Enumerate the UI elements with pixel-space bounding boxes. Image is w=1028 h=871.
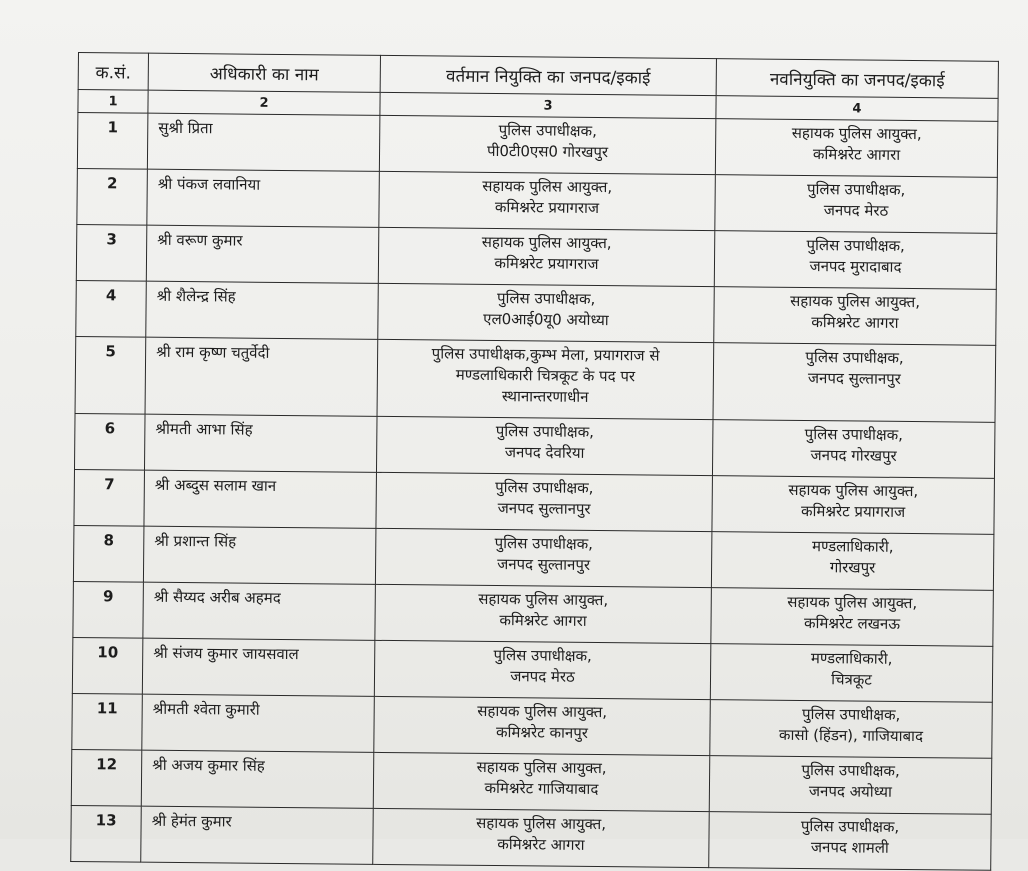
table-row bbox=[73, 525, 993, 590]
new-posting-line: जनपद गोरखपुर bbox=[810, 446, 897, 465]
new-posting-line: सहायक पुलिस आयुक्त, bbox=[790, 291, 921, 312]
table-row bbox=[77, 113, 997, 178]
officer-name-cell: श्री सैय्यद अरीब अहमद bbox=[143, 582, 376, 640]
new-posting-cell bbox=[709, 756, 992, 815]
new-posting-cell bbox=[715, 175, 998, 234]
table-row bbox=[72, 637, 992, 702]
current-posting-line: जनपद सुल्तानपुर bbox=[497, 499, 591, 518]
current-posting-cell bbox=[378, 283, 715, 342]
new-posting-line: कासो (हिंडन), गाजियाबाद bbox=[778, 725, 924, 746]
new-posting-line: मण्डलाधिकारी, bbox=[810, 649, 893, 668]
table-row bbox=[76, 280, 996, 345]
current-posting-cell bbox=[375, 584, 712, 643]
current-posting-line: सहायक पुलिस आयुक्त, bbox=[477, 701, 608, 722]
new-posting-cell bbox=[711, 588, 994, 647]
officer-name-cell: श्री वरूण कुमार bbox=[146, 225, 379, 283]
new-posting-line: कमिश्नरेट प्रयागराज bbox=[800, 501, 906, 521]
new-posting-line: पुलिस उपाधीक्षक, bbox=[804, 424, 904, 444]
current-posting-line: पुलिस उपाधीक्षक,कुम्भ मेला, प्रयागराज से bbox=[431, 344, 660, 365]
current-posting-line: पुलिस उपाधीक्षक, bbox=[495, 422, 595, 441]
current-posting-cell bbox=[379, 115, 716, 174]
current-posting-cell bbox=[376, 416, 713, 475]
officer-name-cell: श्री अजय कुमार सिंह bbox=[141, 750, 374, 808]
new-posting-line: गोरखपुर bbox=[829, 558, 876, 577]
officer-name-cell: श्री प्रशान्त सिंह bbox=[143, 526, 376, 584]
header-new-posting: नवनियुक्ति का जनपद/इकाई bbox=[716, 59, 998, 99]
current-posting-line: पी0टी0एस0 गोरखपुर bbox=[486, 141, 609, 162]
new-posting-line: पुलिस उपाधीक्षक, bbox=[806, 236, 905, 255]
current-posting-line: पुलिस उपाधीक्षक, bbox=[493, 646, 592, 665]
current-posting-line: कमिश्नरेट आगरा bbox=[497, 835, 585, 854]
serial-number-cell: 9 bbox=[73, 581, 144, 638]
new-posting-line: सहायक पुलिस आयुक्त, bbox=[788, 480, 919, 501]
current-posting-line: सहायक पुलिस आयुक्त, bbox=[481, 232, 612, 253]
current-posting-cell bbox=[374, 696, 711, 755]
serial-number-cell: 13 bbox=[71, 805, 142, 862]
new-posting-line: कमिश्नरेट आगरा bbox=[811, 313, 899, 332]
current-posting-line: सहायक पुलिस आयुक्त, bbox=[478, 589, 609, 610]
officer-name-cell: श्रीमती श्वेता कुमारी bbox=[142, 694, 375, 752]
current-posting-line: सहायक पुलिस आयुक्त, bbox=[476, 757, 607, 778]
new-posting-cell bbox=[714, 231, 997, 290]
new-posting-line: सहायक पुलिस आयुक्त, bbox=[787, 592, 918, 613]
officer-name-cell: श्री शैलेन्द्र सिंह bbox=[146, 281, 379, 339]
new-posting-cell bbox=[712, 420, 995, 479]
new-posting-line: कमिश्नरेट लखनऊ bbox=[803, 613, 901, 633]
serial-number-cell: 4 bbox=[76, 280, 147, 337]
officer-name-cell: श्री संजय कुमार जायसवाल bbox=[142, 638, 375, 696]
new-posting-line: चित्रकूट bbox=[831, 670, 872, 689]
officer-name-cell: श्री पंकज लवानिया bbox=[147, 169, 380, 227]
current-posting-cell bbox=[378, 227, 715, 286]
new-posting-line: जनपद मुरादाबाद bbox=[809, 257, 902, 276]
new-posting-cell bbox=[710, 644, 993, 703]
table-row bbox=[73, 581, 993, 646]
new-posting-line: पुलिस उपाधीक्षक, bbox=[806, 180, 906, 199]
column-number: 3 bbox=[380, 92, 716, 118]
current-posting-line: एल0आई0यू0 अयोध्या bbox=[483, 309, 609, 330]
new-posting-line: पुलिस उपाधीक्षक, bbox=[801, 704, 901, 724]
current-posting-line: कमिश्नरेट प्रयागराज bbox=[494, 198, 600, 218]
serial-number-cell: 11 bbox=[72, 693, 143, 750]
current-posting-line: मण्डलाधिकारी चित्रकूट के पद पर bbox=[455, 365, 636, 386]
new-posting-line: पुलिस उपाधीक्षक, bbox=[800, 816, 900, 836]
officer-name-cell: सुश्री प्रिता bbox=[147, 113, 380, 171]
table-row bbox=[71, 805, 991, 870]
current-posting-line: पुलिस उपाधीक्षक, bbox=[498, 121, 597, 140]
new-posting-line: कमिश्नरेट आगरा bbox=[812, 145, 901, 164]
new-posting-line: जनपद अयोध्या bbox=[808, 782, 893, 801]
current-posting-line: कमिश्नरेट प्रयागराज bbox=[494, 254, 599, 274]
serial-number-cell: 7 bbox=[74, 469, 145, 526]
current-posting-cell bbox=[375, 528, 712, 587]
new-posting-line: पुलिस उपाधीक्षक, bbox=[801, 760, 900, 780]
current-posting-line: कमिश्नरेट गाजियाबाद bbox=[484, 778, 599, 799]
new-posting-line: सहायक पुलिस आयुक्त, bbox=[791, 123, 922, 144]
serial-number-cell: 10 bbox=[72, 637, 143, 694]
new-posting-cell bbox=[710, 700, 993, 759]
table-row bbox=[71, 749, 991, 814]
current-posting-line: पुलिस उपाधीक्षक, bbox=[494, 534, 594, 553]
column-number: 4 bbox=[716, 96, 998, 122]
new-posting-cell bbox=[714, 287, 997, 346]
table-row bbox=[77, 168, 997, 233]
current-posting-line: स्थानान्तरणाधीन bbox=[501, 387, 589, 406]
officer-name-cell: श्री अब्दुस सलाम खान bbox=[144, 470, 377, 528]
table-row bbox=[74, 413, 994, 478]
current-posting-cell bbox=[374, 640, 711, 699]
current-posting-line: सहायक पुलिस आयुक्त, bbox=[482, 176, 613, 197]
current-posting-line: पुलिस उपाधीक्षक, bbox=[495, 478, 594, 497]
current-posting-cell bbox=[376, 472, 713, 531]
transfer-table bbox=[70, 52, 999, 871]
serial-number-cell: 2 bbox=[77, 168, 148, 225]
serial-number-cell: 3 bbox=[76, 224, 147, 281]
table-row bbox=[74, 469, 994, 534]
table-body bbox=[71, 113, 998, 871]
column-number: 1 bbox=[78, 90, 148, 114]
table-row bbox=[75, 336, 996, 422]
table-row bbox=[72, 693, 992, 758]
current-posting-cell bbox=[377, 339, 714, 419]
current-posting-cell bbox=[373, 808, 710, 867]
current-posting-line: सहायक पुलिस आयुक्त, bbox=[476, 813, 607, 834]
new-posting-cell bbox=[711, 532, 994, 591]
officer-name-cell: श्री हेमंत कुमार bbox=[141, 806, 374, 864]
new-posting-cell bbox=[713, 343, 996, 423]
new-posting-cell bbox=[715, 119, 998, 178]
serial-number-cell: 8 bbox=[73, 525, 144, 582]
current-posting-cell bbox=[373, 752, 710, 811]
current-posting-line: कमिश्नरेट आगरा bbox=[499, 611, 587, 630]
current-posting-line: पुलिस उपाधीक्षक, bbox=[496, 289, 596, 308]
current-posting-line: कमिश्नरेट कानपुर bbox=[495, 723, 588, 742]
serial-number-cell: 6 bbox=[74, 413, 145, 470]
serial-number-cell: 5 bbox=[75, 336, 146, 414]
officer-name-cell: श्रीमती आभा सिंह bbox=[144, 414, 377, 472]
new-posting-cell bbox=[712, 476, 995, 535]
new-posting-line: मण्डलाधिकारी, bbox=[811, 537, 894, 556]
serial-number-cell: 12 bbox=[71, 749, 142, 806]
column-number: 2 bbox=[148, 90, 380, 115]
serial-number-cell: 1 bbox=[77, 113, 148, 170]
current-posting-cell bbox=[379, 171, 716, 230]
header-current-posting: वर्तमान नियुक्ति का जनपद/इकाई bbox=[380, 55, 716, 95]
table-row bbox=[76, 224, 996, 289]
header-officer-name: अधिकारी का नाम bbox=[148, 53, 380, 92]
new-posting-line: जनपद शामली bbox=[810, 838, 889, 857]
current-posting-line: जनपद देवरिया bbox=[504, 443, 585, 462]
new-posting-line: जनपद मेरठ bbox=[823, 201, 889, 220]
new-posting-line: पुलिस उपाधीक्षक, bbox=[805, 347, 904, 367]
current-posting-line: जनपद सुल्तानपुर bbox=[497, 555, 591, 574]
current-posting-line: जनपद मेरठ bbox=[510, 667, 575, 686]
new-posting-line: जनपद सुल्तानपुर bbox=[807, 369, 901, 388]
header-serial: क.सं. bbox=[78, 53, 148, 91]
transfer-list-sheet bbox=[70, 52, 998, 871]
officer-name-cell: श्री राम कृष्ण चतुर्वेदी bbox=[145, 337, 378, 416]
new-posting-cell bbox=[709, 812, 992, 871]
